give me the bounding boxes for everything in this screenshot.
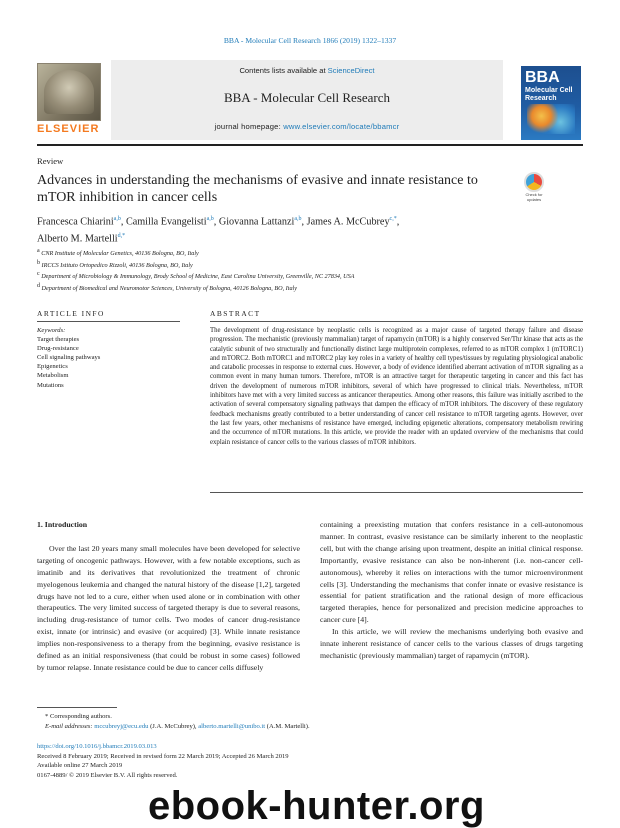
masthead bbox=[37, 60, 583, 146]
check-for-updates-badge[interactable]: Check for updates bbox=[520, 172, 548, 202]
affiliations bbox=[37, 247, 583, 293]
date-online: Available online 27 March 2019 bbox=[37, 762, 123, 770]
body-paragraph: Over the last 20 years many small molecules have been developed for selective targeting of oncogenic pathways. However, with a few notable exceptions, such as imatinib and its derivatives that revolutionized the treatment of chronic myelogenous leukemia and changed the natural history of the disease [1,2], targeted drugs have not led to a cure, either when used alone or in combination with other therapeutics. The very limited success of targeted therapy is due to several reasons, including drug-resistance of tumor cells. Two modes of cancer drug-resistance exist, innate (or intrinsic) and evasive (or acquired) [3]. While innate resistance implies non-responsiveness to a therapy from the beginning, evasive resistance is defined as an initial responsiveness (that could be robust in some cases) followed by tumor relapse. Innate resistance could be due to cancer cells diffusely bbox=[37, 543, 300, 672]
section-heading: 1. Introduction bbox=[37, 520, 88, 529]
author-name[interactable]: Camilla Evangelisti bbox=[125, 216, 207, 228]
divider bbox=[210, 492, 583, 493]
keyword-item: Target therapies bbox=[37, 336, 80, 344]
journal-title: BBA - Molecular Cell Research bbox=[223, 90, 391, 105]
keywords-label: Keywords: bbox=[37, 327, 66, 334]
author-name[interactable]: Giovanna Lattanzi bbox=[218, 216, 295, 228]
keyword-item: Mutations bbox=[37, 381, 64, 389]
affiliation-item: $^b$ IRCCS Istituto Ortopedico Rizzoli, 40136 Bologna, BO, Italy bbox=[37, 259, 193, 269]
elsevier-tree-emblem bbox=[37, 63, 101, 121]
keyword-item: Drug-resistance bbox=[37, 345, 79, 353]
affiliation-item: $^d$ Department of Biomedical and Neuromotor Sciences, University of Bologna, 40126 Bologna, BO, Italy bbox=[37, 282, 298, 292]
divider bbox=[210, 321, 583, 322]
email-link[interactable]: mccubreyj@ecu.edu bbox=[94, 722, 149, 730]
check-for-updates-icon bbox=[524, 172, 544, 192]
copyright: 0167-4889/ © 2019 Elsevier B.V. All rights reserved. bbox=[37, 771, 178, 779]
doi-link[interactable]: https://doi.org/10.1016/j.bbamcr.2019.03.013 bbox=[37, 743, 157, 750]
keywords-block bbox=[37, 326, 180, 390]
keyword-item: Metabolism bbox=[37, 372, 69, 380]
author-name[interactable]: Alberto M. Martelli bbox=[37, 233, 118, 245]
body-column-right bbox=[320, 519, 583, 662]
keyword-item: Epigenetics bbox=[37, 363, 68, 371]
author-name[interactable]: James A. McCubrey bbox=[306, 216, 390, 228]
affiliation-item: $^c$ Department of Microbiology & Immunology, Brody School of Medicine, East Carolina University, Greenville, NC 27834, USA bbox=[37, 271, 355, 281]
sciencedirect-link[interactable]: ScienceDirect bbox=[327, 66, 375, 75]
journal-cover-image bbox=[521, 66, 581, 140]
divider bbox=[37, 321, 180, 322]
journal-homepage: journal homepage: www.elsevier.com/locate/bbamcr bbox=[214, 122, 400, 131]
abstract-heading: ABSTRACT bbox=[210, 309, 261, 318]
cover-subtitle: Molecular Cell Research bbox=[525, 87, 573, 102]
cover-artwork bbox=[527, 104, 575, 134]
author-list: Francesca Chiarini$^{a,b}$, Camilla Evangelisti$^{a,b}$, Giovanna Lattanzi$^{a,b}$, James A. McCubrey$^{c,*}$, Alberto M. Martelli$^{d,*}$ bbox=[37, 216, 400, 245]
footnote-divider bbox=[37, 707, 117, 708]
body-paragraph: In this article, we will review the mechanisms underlying both evasive and innate inherent resistance of cancer cells to the various classes of drugs targeting mechanistic (previously mammalian) target of rapamycin (mTOR). bbox=[320, 627, 583, 660]
article-info-heading: ARTICLE INFO bbox=[37, 309, 105, 318]
publication-info bbox=[37, 742, 583, 780]
article-title: Advances in understanding the mechanisms of evasive and innate resistance to mTOR inhibition in cancer cells bbox=[37, 173, 478, 205]
journal-citation[interactable]: BBA - Molecular Cell Research 1866 (2019) 1322–1337 bbox=[223, 36, 397, 45]
article-type: Review bbox=[37, 156, 64, 166]
body-paragraph: containing a preexisting mutation that confers resistance in a cell-autonomous manner. In contrast, evasive resistance can be similarly inherent to the neoplastic cell, but with the change arising upon treatment, despite an initial clinical response. Importantly, evasive resistance can also be non-inherent (i.e. non-cancer cell-autonomous), whereby it relies on interactions with the tumor microenvironment cells [3]. Understanding the mechanisms that confer innate or evasive resistance is essential for patient stratification and the rational design of more efficacious targeted therapies, hence for personalized and precision medicine approaches to cancer cure [4]. bbox=[320, 520, 583, 625]
footnotes bbox=[37, 712, 583, 731]
author-name[interactable]: Francesca Chiarini bbox=[37, 216, 114, 228]
body-column-left bbox=[37, 519, 300, 674]
affiliation-item: $^a$ CNR Institute of Molecular Genetics, 40136 Bologna, BO, Italy bbox=[37, 248, 199, 258]
abstract-text: The development of drug-resistance by neoplastic cells is recognized as a major cause of targeted therapy failure and disease progression. The mechanistic (previously mammalian) target of rapamycin (mTOR) is a highly conserved Ser/Thr kinase that acts as the catalytic subunit of two structurally and functionally distinct large multiprotein complexes, referred to as mTOR complex 1 (mTORC1) and mTORC2. Both mTORC1 and mTORC2 play key roles in a variety of healthy cell types/tissues by regulating physiological anabolic and catabolic processes in response to external cues. However, a body of evidence identified aberrant activation of mTOR signaling as a common event in many human tumors. Therefore, mTOR is an attractive target for therapeutic targeting in cancer and this fact has driven the development of numerous mTOR inhibitors, several of which have progressed to clinical trials. Nevertheless, mTOR inhibitors have met with a very limited success as anticancer therapeutics. Among other reasons, this failure was initially ascribed to the activation of several compensatory signaling pathways that dampen the efficacy of mTOR inhibitors. The discovery of these regulatory feedback mechanisms greatly contributed to a better understanding of cancer cell resistance to mTOR targeting agents. However, over the last few years, other mechanisms of resistance have emerged, including epigenetic alterations, compensatory metabolism rewiring and the occurrence of mTOR mutations. In this article, we provide the reader with an updated overview of the mechanisms that could explain resistance of cancer cells to the various classes of mTOR inhibitors. bbox=[210, 327, 583, 446]
email-link[interactable]: alberto.martelli@unibo.it bbox=[198, 722, 266, 730]
watermark-text: ebook-hunter.org bbox=[148, 784, 485, 828]
corresponding-note: * Corresponding authors. bbox=[45, 713, 112, 720]
contents-line: Contents lists available at ScienceDirect bbox=[239, 66, 375, 75]
homepage-link[interactable]: www.elsevier.com/locate/bbamcr bbox=[283, 122, 400, 131]
keyword-item: Cell signaling pathways bbox=[37, 354, 101, 362]
email-note: E-mail addresses: mccubreyj@ecu.edu (J.A. McCubrey), alberto.martelli@unibo.it (A.M. Martelli). bbox=[45, 722, 310, 730]
elsevier-wordmark: ELSEVIER bbox=[37, 123, 100, 135]
journal-header-panel bbox=[111, 60, 503, 140]
elsevier-logo bbox=[37, 63, 101, 135]
dates-received: Received 8 February 2019; Received in revised form 22 March 2019; Accepted 26 March 2019 bbox=[37, 752, 289, 760]
cover-title: BBA bbox=[525, 69, 560, 86]
